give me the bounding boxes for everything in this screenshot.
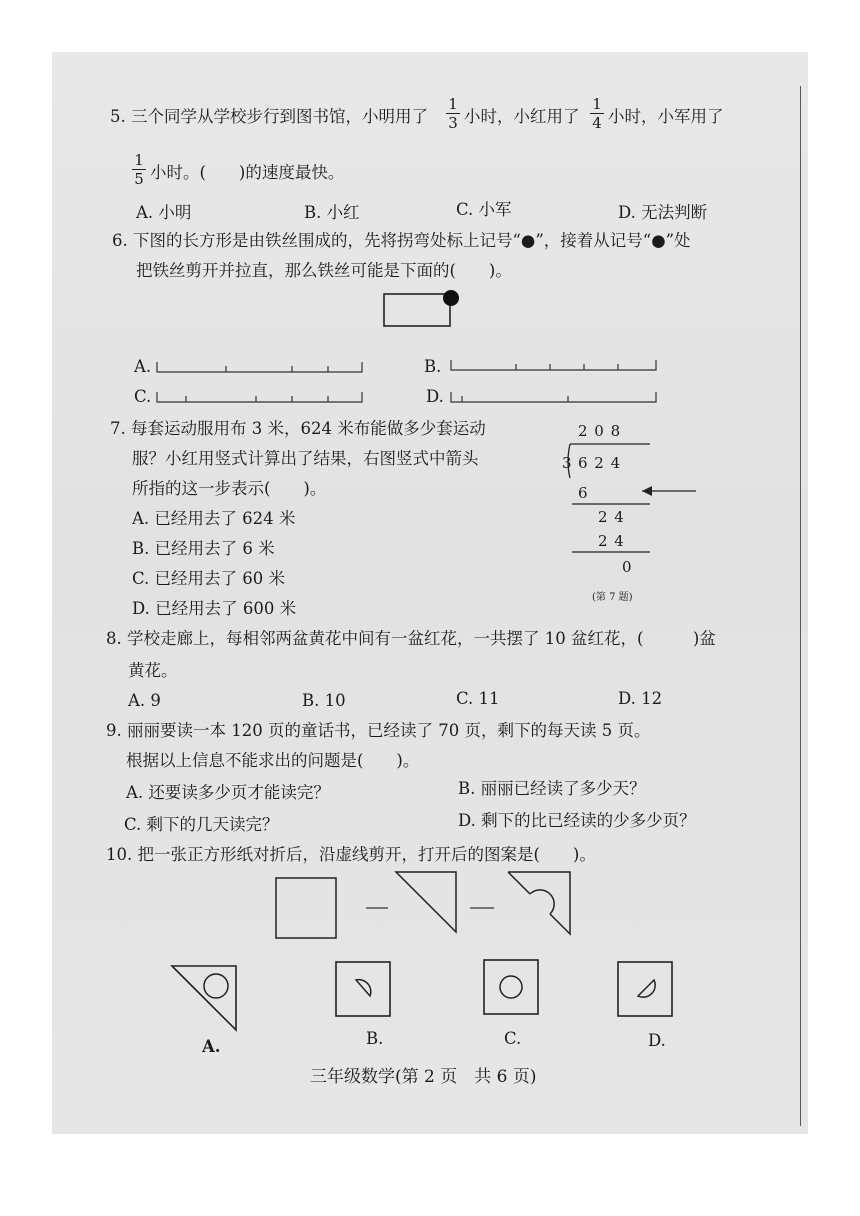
q9-line1: 9. 丽丽要读一本 120 页的童话书，已经读了 70 页，剩下的每天读 5 页。 — [106, 721, 651, 740]
q9-option-d: D. 剩下的比已经读的少多少页？ — [458, 811, 696, 830]
q8-option-b: B. 10 — [302, 691, 346, 710]
fraction-denominator: 5 — [134, 170, 144, 188]
q5-option-c: C. 小军 — [456, 200, 512, 219]
q7-option-b: B. 已经用去了 6 米 — [132, 539, 275, 558]
q6-option-b-label: B. — [424, 357, 442, 376]
page-footer: 三年级数学(第 2 页 共 6 页) — [310, 1067, 537, 1087]
division-quotient: 2 0 8 — [578, 422, 622, 440]
q6-option-b-wire — [450, 356, 660, 372]
q5-option-b: B. 小红 — [304, 203, 360, 222]
q6-option-a-wire — [156, 358, 366, 374]
division-caption: (第 7 题) — [592, 592, 633, 603]
fraction-numerator: 1 — [592, 95, 602, 113]
q10-option-b-figure — [334, 960, 394, 1020]
q7-option-a: A. 已经用去了 624 米 — [132, 509, 296, 528]
q6-line2: 把铁丝剪开并拉直，那么铁丝可能是下面的( )。 — [136, 261, 512, 280]
square-paper-icon — [276, 878, 336, 938]
q5-fraction-1-4 — [590, 96, 604, 131]
q10-option-a-figure — [170, 962, 240, 1032]
division-remainder: 0 — [622, 558, 632, 576]
division-dividend: 6 2 4 — [578, 454, 622, 472]
fraction-numerator: 1 — [134, 151, 144, 169]
fraction-denominator: 3 — [448, 114, 458, 132]
q8-line1: 8. 学校走廊上，每相邻两盆黄花中间有一盆红花，一共摆了 10 盆红花，( )盆 — [106, 629, 716, 648]
q5-option-a: A. 小明 — [136, 203, 192, 222]
q8-option-d: D. 12 — [618, 689, 663, 708]
q5-line2: 小时。( )的速度最快。 — [150, 163, 345, 182]
q6-option-c-wire — [156, 388, 366, 404]
q7-option-d: D. 已经用去了 600 米 — [132, 599, 297, 618]
q9-line2: 根据以上信息不能求出的问题是( )。 — [126, 751, 420, 770]
folded-triangle-icon — [396, 872, 456, 932]
division-divisor: 3 — [562, 454, 572, 472]
q5-option-d: D. 无法判断 — [618, 203, 708, 222]
q5-fraction-1-5 — [132, 152, 146, 187]
q6-option-c-label: C. — [134, 387, 152, 406]
q5-line1-part2: 小时，小红用了 — [464, 107, 580, 126]
q9-option-a: A. 还要读多少页才能读完？ — [126, 783, 330, 802]
q5-line1-part3: 小时，小军用了 — [608, 107, 724, 126]
q10-option-b-label: B. — [366, 1029, 384, 1048]
q10-option-c-label: C. — [504, 1029, 522, 1048]
q6-option-a-label: A. — [134, 357, 152, 376]
q5-fraction-1-3 — [446, 96, 460, 131]
q6-line1: 6. 下图的长方形是由铁丝围成的，先将拐弯处标上记号“●”，接着从记号“●”处 — [112, 231, 691, 250]
fraction-denominator: 4 — [592, 114, 602, 132]
division-bracket-lines — [552, 442, 702, 554]
q10-option-d-figure — [616, 960, 676, 1020]
q10-option-c-figure — [482, 958, 542, 1018]
q6-option-d-wire — [450, 388, 660, 404]
division-step-24-product: 2 4 — [598, 532, 625, 550]
q7-line2: 服？小红用竖式计算出了结果，右图竖式中箭头 — [132, 449, 479, 468]
q9-option-b: B. 丽丽已经读了多少天？ — [458, 779, 646, 798]
q7-line1: 7. 每套运动服用布 3 米，624 米布能做多少套运动 — [110, 419, 486, 438]
q10-line1: 10. 把一张正方形纸对折后，沿虚线剪开，打开后的图案是( )。 — [106, 845, 596, 864]
q10-folding-diagram — [272, 868, 582, 940]
q6-wire-rectangle — [382, 288, 462, 330]
division-step-6: 6 — [578, 484, 588, 502]
page-edge-line — [800, 86, 801, 1126]
q7-line3: 所指的这一步表示( )。 — [132, 479, 327, 498]
q8-line2: 黄花。 — [128, 661, 178, 680]
division-step-24: 2 4 — [598, 508, 625, 526]
q8-option-c: C. 11 — [456, 689, 500, 708]
marker-dot-icon — [443, 290, 459, 306]
q9-option-c: C. 剩下的几天读完？ — [124, 815, 279, 834]
cut-triangle-icon — [508, 872, 570, 934]
q10-option-a-label: A. — [202, 1037, 221, 1056]
q8-option-a: A. 9 — [128, 691, 161, 710]
exam-page — [52, 52, 808, 1134]
q6-option-d-label: D. — [426, 387, 444, 406]
q5-line1-part1: 5. 三个同学从学校步行到图书馆，小明用了 — [110, 107, 428, 126]
q10-option-d-label: D. — [648, 1031, 666, 1050]
q7-option-c: C. 已经用去了 60 米 — [132, 569, 286, 588]
fraction-numerator: 1 — [448, 95, 458, 113]
